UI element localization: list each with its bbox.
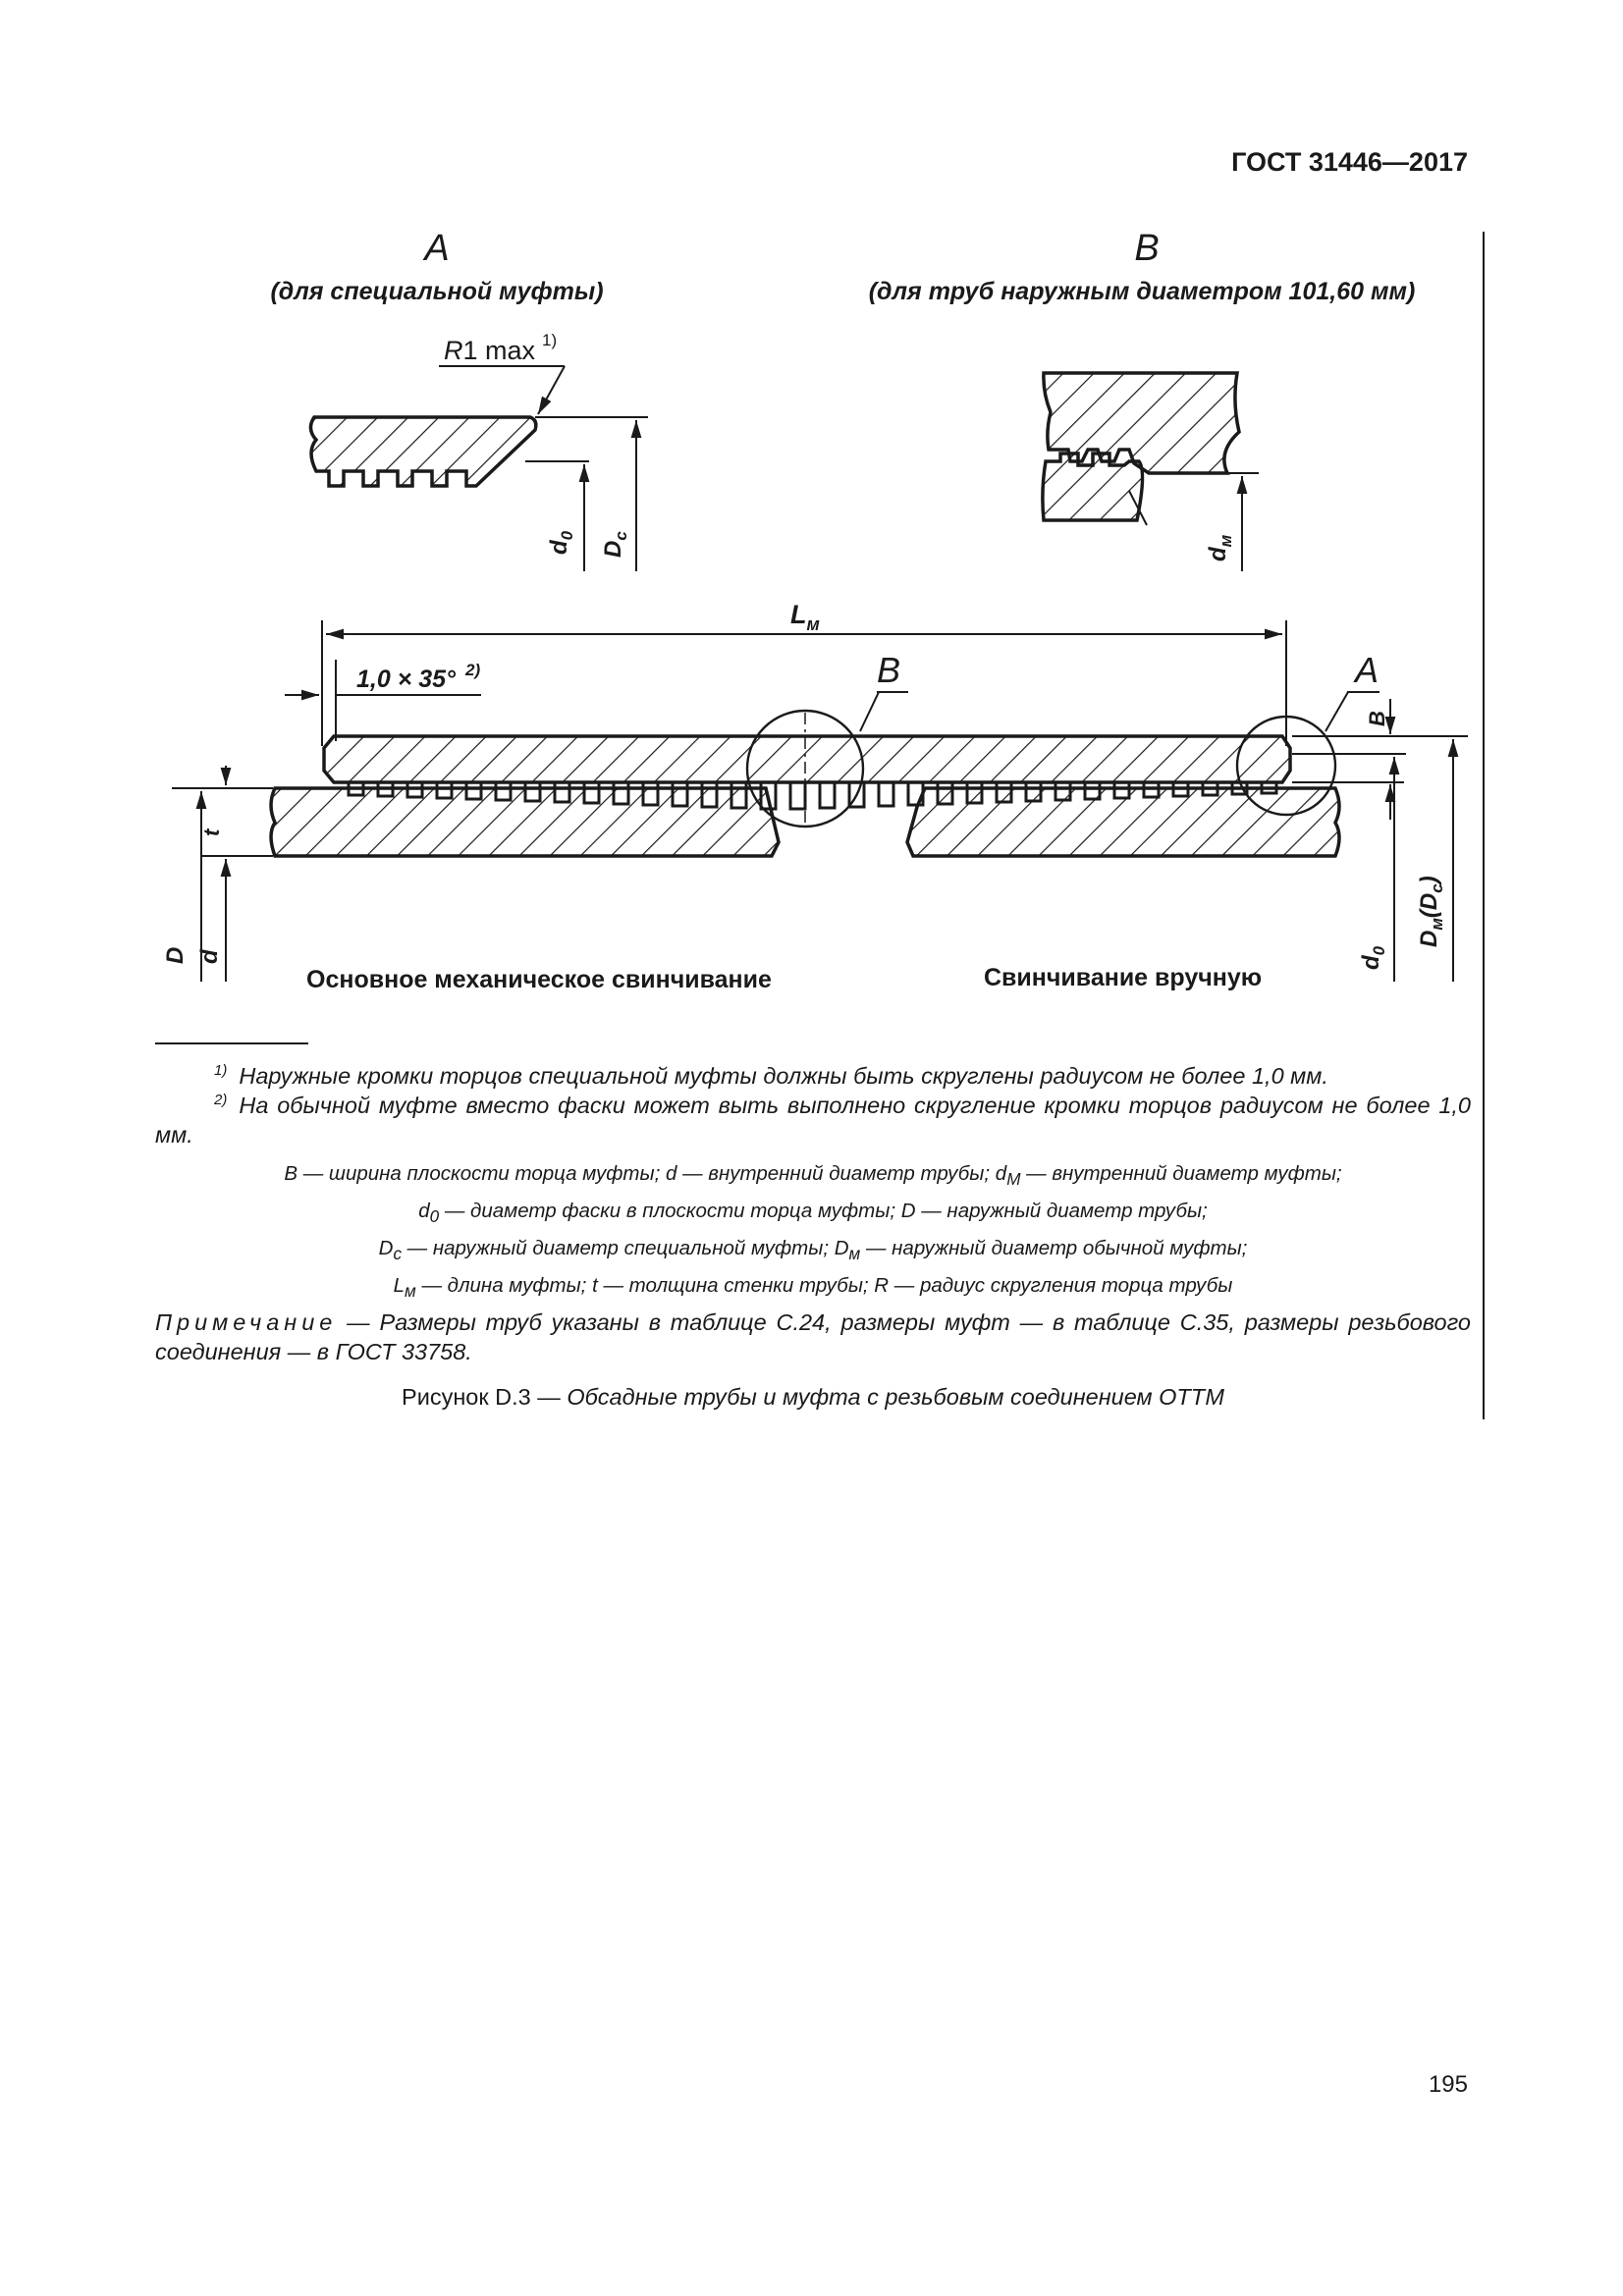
svg-text:Lм xyxy=(790,600,820,634)
note-label: Примечание xyxy=(155,1309,338,1335)
svg-text:d0 xyxy=(1358,945,1388,970)
pipe-left xyxy=(271,788,779,856)
footnote-2-text: На обычной муфте вместо фаски может выть выполнено скругление кромки торцов радиусом не более 1,0 мм. xyxy=(155,1093,1471,1148)
radius-note-mark: 1) xyxy=(542,331,558,349)
caption-title: Обсадные трубы и муфта с резьбовым соединением ОТТМ xyxy=(567,1384,1224,1410)
svg-text:dм xyxy=(1205,534,1235,561)
lm-sub: м xyxy=(806,614,820,634)
detail-b xyxy=(869,228,1416,571)
legend-line-4: $L_м$ — длина муфты; t — толщина стенки трубы; R — радиус скругления торца трубы xyxy=(393,1274,1233,1302)
detail-a-letter: A xyxy=(424,228,450,269)
callout-a: A xyxy=(1355,650,1380,690)
label-manual-makeup: Свинчивание вручную xyxy=(984,964,1263,991)
footnote-separator xyxy=(155,1042,308,1044)
main-t-label: t xyxy=(199,828,224,836)
svg-text:R1 max xyxy=(444,336,536,365)
main-d0-sub: 0 xyxy=(1370,945,1388,956)
main-d0-label: d xyxy=(1358,955,1384,970)
figure-caption xyxy=(155,1384,1471,1411)
dm-dc-label-1: D xyxy=(1416,930,1442,947)
legend-line-3: $D_с$ — наружный диаметр специальной муфты; $D_м$ — наружный диаметр обычной муфты; xyxy=(378,1237,1248,1264)
standard-header: ГОСТ 31446—2017 xyxy=(1231,147,1468,177)
pipe-right xyxy=(907,788,1339,856)
dc-label: D xyxy=(600,540,626,558)
footnote-1-mark: 1) xyxy=(214,1062,228,1079)
radius-r: R xyxy=(444,336,463,365)
svg-text:Dс xyxy=(600,531,630,558)
symbol-legend xyxy=(155,1158,1471,1308)
callout-b: B xyxy=(877,650,901,690)
legend-line-2: $d_0$ — диаметр фаски в плоскости торца муфты; D — наружный диаметр трубы; xyxy=(418,1200,1208,1227)
lm-label: L xyxy=(790,600,807,629)
svg-text:Dм(Dс) xyxy=(1416,876,1446,947)
d0-label: d xyxy=(546,540,572,555)
dm-dc-sub-2: с xyxy=(1428,883,1446,893)
label-mechanical-makeup: Основное механическое свинчивание xyxy=(306,966,772,993)
note xyxy=(155,1308,1471,1366)
main-assembly xyxy=(162,600,1468,993)
detail-b-pipe xyxy=(1043,454,1143,520)
detail-a-subtitle: (для специальной муфты) xyxy=(270,278,604,305)
dm-sub: м xyxy=(1217,534,1235,548)
main-D-label: D xyxy=(162,946,189,964)
dm-dc-sub-1: м xyxy=(1428,918,1446,931)
detail-a-section xyxy=(310,417,535,486)
detail-a xyxy=(270,228,648,571)
dm-label: d xyxy=(1205,547,1231,561)
footnote-2-mark: 2) xyxy=(214,1092,228,1108)
page-number: 195 xyxy=(1428,2071,1468,2098)
d0-sub: 0 xyxy=(558,530,576,541)
footnote-2 xyxy=(155,1086,1471,1149)
b-dim-label: B xyxy=(1365,711,1389,726)
footnote-1-text: Наружные кромки торцов специальной муфты должны быть скруглены радиусом не более 1,0 мм. xyxy=(239,1063,1328,1089)
detail-b-letter: B xyxy=(1134,228,1160,269)
detail-b-subtitle: (для труб наружным диаметром 101,60 мм) xyxy=(868,278,1416,305)
dc-sub: с xyxy=(612,531,630,541)
technical-drawing xyxy=(0,0,1623,1041)
svg-text:d0 xyxy=(546,530,576,555)
dm-dc-label-2: (D xyxy=(1416,892,1442,919)
radius-value: 1 max xyxy=(462,336,536,365)
chamfer-note-mark: 2) xyxy=(465,661,481,679)
coupling-body xyxy=(324,736,1290,782)
dm-dc-label-3: ) xyxy=(1416,876,1442,884)
legend-line-1: B — ширина плоскости торца муфты; d — внутренний диаметр трубы; $d_М$ — внутренний диаметр муфты; xyxy=(284,1162,1342,1190)
caption-prefix: Рисунок D.3 — xyxy=(402,1384,568,1410)
main-d-label: d xyxy=(196,949,223,964)
note-text: — Размеры труб указаны в таблице С.24, размеры муфт — в таблице С.35, размеры резьбового соединения — в ГОСТ 33758. xyxy=(155,1309,1471,1364)
chamfer-label: 1,0 × 35° xyxy=(356,666,457,693)
